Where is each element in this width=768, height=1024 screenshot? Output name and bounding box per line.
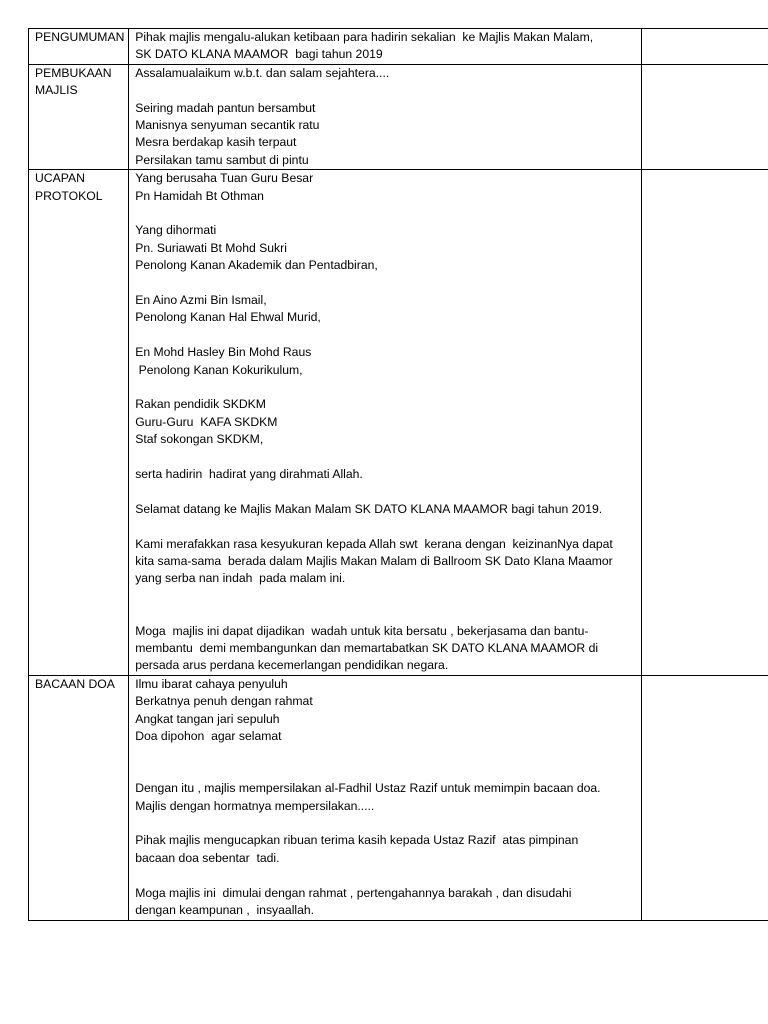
- script-text-cell: [129, 170, 641, 676]
- script-text: [135, 676, 640, 920]
- notes-cell: [641, 170, 768, 676]
- script-line: Berkatnya penuh dengan rahmat: [135, 694, 313, 709]
- script-line: membantu demi membangunkan dan memartabatkan SK DATO KLANA MAAMOR di: [135, 641, 599, 656]
- script-line: Pn Hamidah Bt Othman: [135, 188, 264, 203]
- script-line: Pn. Suriawati Bt Mohd Sukri: [135, 240, 287, 255]
- script-line: [135, 815, 640, 832]
- script-line: Penolong Kanan Kokurikulum,: [135, 362, 303, 377]
- notes-cell: [641, 64, 768, 169]
- script-line: serta hadirin hadirat yang dirahmati Allah.: [135, 467, 363, 482]
- section-label-cell: [29, 675, 129, 920]
- script-line: [135, 379, 640, 396]
- script-line: dengan keampunan , insyaallah.: [135, 903, 315, 918]
- script-line: yang serba nan indah pada malam ini.: [135, 571, 346, 586]
- script-text: [135, 29, 640, 64]
- script-line: kita sama-sama berada dalam Majlis Makan Malam di Ballroom SK Dato Klana Maamor: [135, 554, 613, 569]
- script-line: [135, 275, 640, 292]
- script-line: Rakan pendidik SKDKM: [135, 397, 266, 412]
- program-script-table: [28, 28, 768, 921]
- script-line: Angkat tangan jari sepuluh: [135, 711, 280, 726]
- script-text-cell: [129, 675, 641, 920]
- section-label-cell: [29, 64, 129, 169]
- script-line: [135, 205, 640, 222]
- script-line: Dengan itu , majlis mempersilakan al-Fadhil Ustaz Razif untuk memimpin bacaan doa.: [135, 781, 601, 796]
- script-line: [135, 588, 640, 605]
- script-line: [135, 746, 640, 763]
- script-line: Majlis dengan hormatnya mempersilakan.....: [135, 798, 375, 813]
- script-line: bacaan doa sebentar tadi.: [135, 850, 280, 865]
- script-line: [135, 327, 640, 344]
- script-text: [135, 170, 640, 675]
- script-line: Pihak majlis mengalu-alukan ketibaan para hadirin sekalian ke Majlis Makan Malam,: [135, 30, 594, 44]
- script-line: Penolong Kanan Hal Ehwal Murid,: [135, 310, 321, 325]
- script-line: Doa dipohon agar selamat: [135, 729, 282, 744]
- script-line: Assalamualaikum w.b.t. dan salam sejahtera....: [135, 65, 390, 80]
- table-row: [29, 64, 768, 169]
- table-body: [29, 29, 768, 921]
- script-line: [135, 867, 640, 884]
- notes-cell: [641, 29, 768, 65]
- script-line: persada arus perdana kecemerlangan pendidikan negara.: [135, 658, 449, 673]
- section-label: BACAAN DOA: [35, 676, 115, 691]
- script-line: [135, 82, 640, 99]
- script-line: Moga majlis ini dapat dijadikan wadah untuk kita bersatu , bekerjasama dan bantu-: [135, 623, 589, 638]
- section-label: PEMBUKAAN MAJLIS: [35, 65, 112, 98]
- script-text: [135, 65, 640, 169]
- script-text-cell: [129, 29, 641, 65]
- script-line: Staf sokongan SKDKM,: [135, 432, 264, 447]
- script-line: Manisnya senyuman secantik ratu: [135, 118, 320, 133]
- script-text-cell: [129, 64, 641, 169]
- table-row: [29, 675, 768, 920]
- section-label: PENGUMUMAN: [35, 30, 125, 44]
- script-line: Moga majlis ini dimulai dengan rahmat , pertengahannya barakah , dan disudahi: [135, 885, 572, 900]
- section-label: UCAPAN PROTOKOL: [35, 171, 103, 203]
- script-line: Selamat datang ke Majlis Makan Malam SK DATO KLANA MAAMOR bagi tahun 2019.: [135, 501, 603, 516]
- script-line: [135, 605, 640, 622]
- script-line: Persilakan tamu sambut di pintu: [135, 152, 309, 167]
- script-line: Penolong Kanan Akademik dan Pentadbiran,: [135, 258, 378, 273]
- script-line: En Mohd Hasley Bin Mohd Raus: [135, 345, 312, 360]
- script-line: Ilmu ibarat cahaya penyuluh: [135, 676, 288, 691]
- section-label-cell: [29, 29, 129, 65]
- script-line: [135, 483, 640, 500]
- section-label-cell: [29, 170, 129, 676]
- script-line: Seiring madah pantun bersambut: [135, 100, 316, 115]
- script-line: Guru-Guru KAFA SKDKM: [135, 414, 278, 429]
- table-row: [29, 29, 768, 65]
- script-line: Yang dihormati: [135, 223, 217, 238]
- script-line: [135, 449, 640, 466]
- table-row: [29, 170, 768, 676]
- notes-cell: [641, 675, 768, 920]
- script-line: Mesra berdakap kasih terpaut: [135, 135, 297, 150]
- script-line: Pihak majlis mengucapkan ribuan terima kasih kepada Ustaz Razif atas pimpinan: [135, 833, 579, 848]
- script-line: [135, 763, 640, 780]
- script-line: Kami merafakkan rasa kesyukuran kepada Allah swt kerana dengan keizinanNya dapat: [135, 536, 613, 551]
- script-line: [135, 518, 640, 535]
- script-line: En Aino Azmi Bin Ismail,: [135, 293, 267, 308]
- script-line: Yang berusaha Tuan Guru Besar: [135, 171, 314, 186]
- script-line: SK DATO KLANA MAAMOR bagi tahun 2019: [135, 47, 383, 62]
